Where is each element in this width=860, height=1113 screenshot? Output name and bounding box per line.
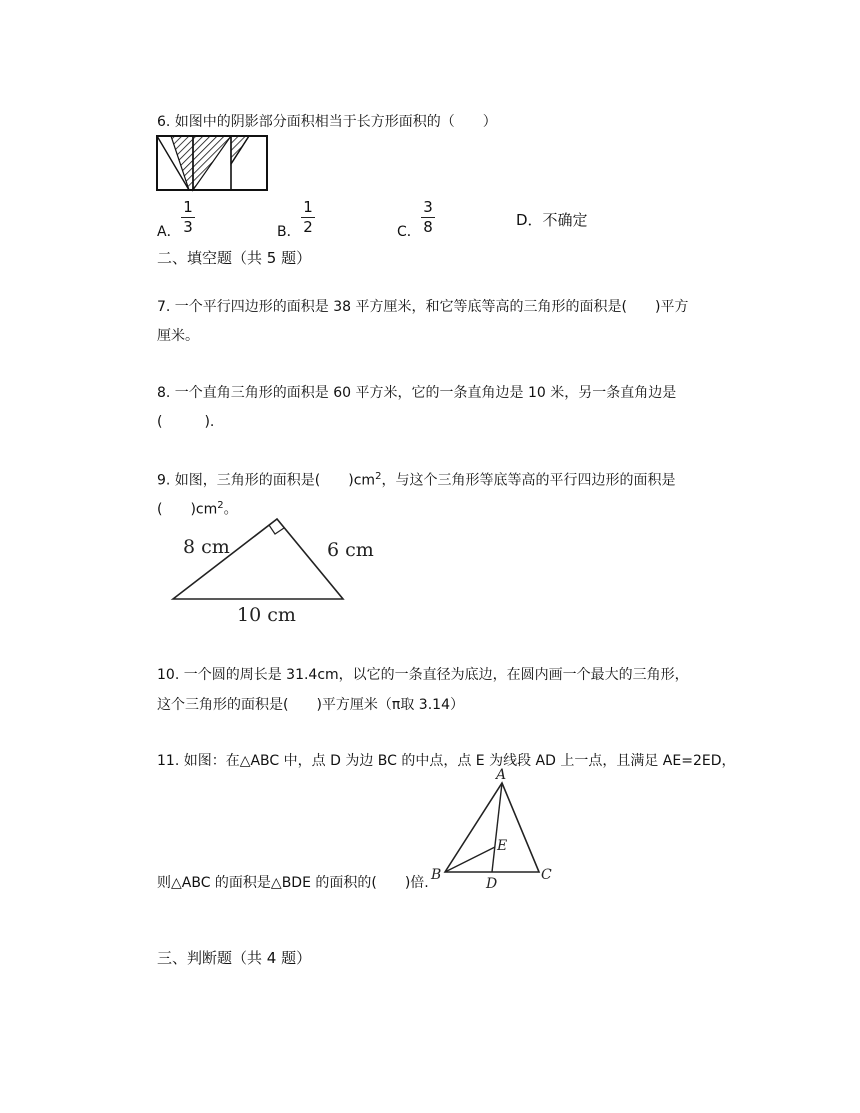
- q8-line-2: ( ).: [157, 414, 215, 430]
- q6-option-c-numerator: 3: [423, 198, 433, 216]
- q9-base-label: 10 cm: [237, 604, 296, 626]
- q9-line-2-part-b: 。: [223, 501, 238, 518]
- q6-option-b-denominator: 2: [303, 218, 313, 236]
- q9-right-angle-mark: [269, 525, 284, 534]
- q9-line-1: [157, 468, 675, 490]
- section-2-title: 二、填空题（共 5 题）: [157, 249, 312, 267]
- q6-shaded-rectangle-figure: [155, 134, 270, 192]
- q6-option-d: D．不确定: [516, 211, 588, 229]
- q11-label-c: C: [541, 867, 552, 883]
- q7-line-1: 7. 一个平行四边形的面积是 38 平方厘米，和它等底等高的三角形的面积是( )平方: [157, 299, 689, 315]
- q6-option-b-letter: B．: [277, 224, 301, 240]
- q10-line-2: 这个三角形的面积是( )平方厘米（π取 3.14）: [157, 697, 464, 713]
- q9-triangle: [173, 519, 343, 599]
- q6-option-c-letter: C．: [397, 224, 421, 240]
- q11-label-b: B: [431, 867, 442, 883]
- q6-option-a-numerator: 1: [183, 198, 193, 216]
- q6-shaded-region-2: [193, 136, 231, 190]
- q8-line-1: 8. 一个直角三角形的面积是 60 平方米，它的一条直角边是 10 米，另一条直角边是: [157, 385, 677, 401]
- q6-option-b-fraction: [298, 199, 318, 236]
- q11-triangle-abc: [445, 783, 539, 872]
- q11-label-d: D: [486, 876, 498, 891]
- q10-line-1: 10. 一个圆的周长是 31.4cm，以它的一条直径为底边，在圆内画一个最大的三角形，: [157, 667, 689, 683]
- section-3-title: 三、判断题（共 4 题）: [157, 949, 312, 967]
- q9-unit-superscript: 2: [375, 471, 382, 482]
- q11-line-1: 11. 如图：在△ABC 中，点 D 为边 BC 的中点，点 E 为线段 AD 上一点，且满足 AE=2ED，: [157, 753, 736, 769]
- q9-right-side-label: 6 cm: [327, 539, 374, 561]
- q6-option-a-denominator: 3: [183, 218, 193, 236]
- q6-option-c-fraction: [418, 199, 438, 236]
- q11-triangle-figure: [428, 766, 558, 891]
- q9-right-triangle-figure: [165, 512, 380, 627]
- q11-label-a: A: [496, 767, 507, 783]
- q7-line-2: 厘米。: [157, 328, 199, 344]
- q9-line-2-part-a: ( )cm: [157, 501, 218, 518]
- q6-option-b-numerator: 1: [303, 198, 313, 216]
- q9-unit-superscript-2: 2: [217, 500, 224, 511]
- q11-label-e: E: [497, 838, 508, 854]
- q6-text: 6. 如图中的阴影部分面积相当于长方形面积的（ ）: [157, 114, 497, 130]
- q9-line-1-part-a: 9. 如图，三角形的面积是( )cm: [157, 472, 376, 489]
- q6-option-a-fraction: [178, 199, 198, 236]
- q9-line-1-part-b: ，与这个三角形等底等高的平行四边形的面积是: [381, 472, 676, 489]
- q11-line-2: 则△ABC 的面积是△BDE 的面积的( )倍.: [157, 875, 429, 891]
- q9-left-side-label: 8 cm: [183, 536, 230, 558]
- q6-option-c-denominator: 8: [423, 218, 433, 236]
- q6-option-a-letter: A．: [157, 224, 181, 240]
